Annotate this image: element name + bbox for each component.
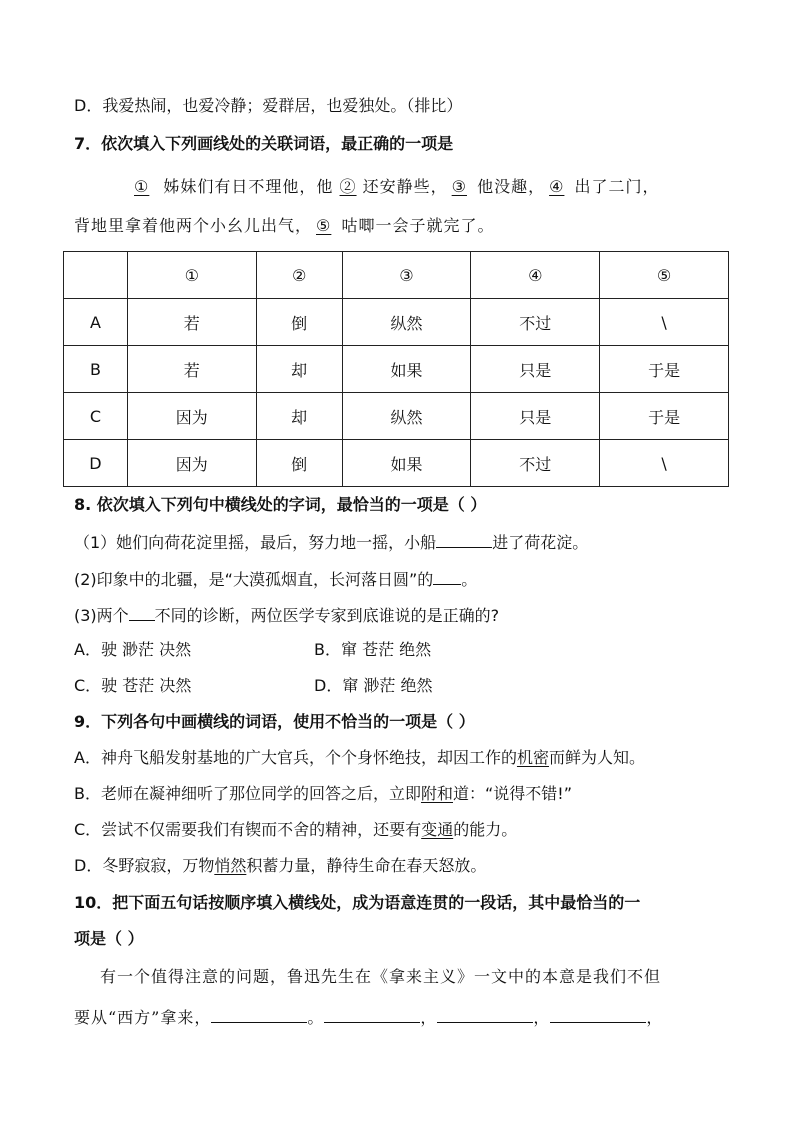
q10-text: 要从“西方”拿来， — [74, 1008, 212, 1027]
q9-option-c — [74, 818, 732, 842]
table-cell: C — [64, 393, 128, 440]
q9-b-underlined: 附和 — [420, 784, 453, 803]
q8-option-d: D．窜 渺茫 绝然 — [314, 676, 433, 695]
q10-title-line1: 10．把下面五句话按顺序填入横线处，成为语意连贯的一段话，其中最恰当的一 — [74, 893, 641, 912]
q9-option-d — [74, 854, 732, 878]
table-cell: \ — [600, 299, 729, 346]
table-row — [64, 440, 729, 487]
q7-blank-2: ② — [339, 177, 357, 196]
q8-s2-blank — [433, 566, 461, 585]
q10-title-line2: 项是（ ） — [74, 929, 144, 948]
table-header-row — [64, 252, 729, 299]
q10-blank-4 — [550, 1004, 646, 1023]
q9-b-text: B．老师在凝神细听了那位同学的回答之后，立即 — [74, 784, 421, 803]
table-cell: 纵然 — [342, 299, 471, 346]
table-header-cell: ⑤ — [600, 252, 729, 299]
table-header-cell: ③ — [342, 252, 471, 299]
table-cell: 若 — [127, 299, 256, 346]
table-row — [64, 393, 729, 440]
q8-option-c: C．驶 苍茫 决然 — [74, 676, 192, 695]
q9-option-b — [74, 782, 732, 806]
table-cell: 如果 — [342, 440, 471, 487]
table-cell: B — [64, 346, 128, 393]
q10-text: ， — [420, 1008, 438, 1027]
q9-d-text: D．冬野寂寂，万物 — [74, 856, 215, 875]
table-cell: 倒 — [256, 440, 342, 487]
table-cell: 若 — [127, 346, 256, 393]
q7-options-table — [63, 251, 729, 487]
table-header-cell: ④ — [471, 252, 600, 299]
table-header-cell: ① — [127, 252, 256, 299]
q8-s3-text: (3)两个 — [74, 606, 129, 625]
table-cell: 倒 — [256, 299, 342, 346]
q8-option-a: A．驶 渺茫 决然 — [74, 640, 192, 659]
q8-s1-text: （1）她们向荷花淀里摇，最后，努力地一摇，小船 — [74, 533, 437, 552]
q10-passage-line2 — [74, 1004, 732, 1030]
table-cell: 却 — [256, 346, 342, 393]
table-cell: 于是 — [600, 346, 729, 393]
q7-passage-line2 — [74, 214, 732, 238]
table-cell: 只是 — [471, 393, 600, 440]
table-header-cell: ② — [256, 252, 342, 299]
q8-sentence-3 — [74, 602, 732, 628]
table-cell: A — [64, 299, 128, 346]
q8-s1-text: 进了荷花淀。 — [492, 533, 589, 552]
table-cell: 纵然 — [342, 393, 471, 440]
q9-title: 9．下列各句中画横线的词语，使用不恰当的一项是（ ） — [74, 712, 475, 731]
q7-blank-4: ④ — [549, 177, 565, 196]
q9-a-text: A．神舟飞船发射基地的广大官兵，个个身怀绝技，却因工作的 — [74, 748, 517, 767]
q8-options-row-2 — [74, 674, 732, 698]
table-cell: 于是 — [600, 393, 729, 440]
q8-sentence-2 — [74, 566, 732, 592]
q9-option-a — [74, 746, 732, 770]
q9-c-underlined: 变通 — [421, 820, 454, 839]
q8-s2-text: 。 — [461, 570, 478, 589]
q10-text: 。 — [307, 1008, 325, 1027]
q9-a-underlined: 机密 — [516, 748, 549, 767]
table-cell: 不过 — [471, 299, 600, 346]
q7-blank-1: ① — [134, 177, 150, 196]
table-row — [64, 346, 729, 393]
table-cell: 不过 — [471, 440, 600, 487]
q8-s3-blank — [129, 602, 155, 621]
q8-s3-text: 不同的诊断，两位医学专家到底谁说的是正确的? — [154, 606, 500, 625]
q7-text: 背地里拿着他两个小幺儿出气， — [74, 216, 313, 235]
q7-text: 咕唧一会子就完了。 — [335, 216, 495, 235]
q10-passage-line1: 有一个值得注意的问题，鲁迅先生在《拿来主义》一文中的本意是我们不但 — [100, 967, 662, 986]
q7-passage-line1 — [126, 175, 732, 199]
q9-d-text: 积蓄力量，静待生命在春天怒放。 — [246, 856, 487, 875]
q8-s1-blank — [436, 529, 492, 548]
q8-s2-text: (2)印象中的北疆，是“大漠孤烟直，长河落日圆”的 — [74, 570, 434, 589]
table-header-cell — [64, 252, 128, 299]
table-cell: 如果 — [342, 346, 471, 393]
table-cell: \ — [600, 440, 729, 487]
q9-c-text: C．尝试不仅需要我们有锲而不舍的精神，还要有 — [74, 820, 422, 839]
table-row — [64, 299, 729, 346]
q7-title: 7．依次填入下列画线处的关联词语，最正确的一项是 — [74, 134, 454, 153]
q7-blank-5: ⑤ — [316, 216, 332, 235]
q8-options-row-1 — [74, 638, 732, 662]
q10-blank-2 — [324, 1004, 420, 1023]
q9-d-underlined: 悄然 — [214, 856, 247, 875]
q9-b-text: 道：“说得不错!” — [453, 784, 572, 803]
table-cell: D — [64, 440, 128, 487]
q8-title: 8. 依次填入下列句中横线处的字词，最恰当的一项是（ ） — [74, 495, 487, 514]
q10-blank-3 — [437, 1004, 533, 1023]
q6-option-d: D．我爱热闹，也爱冷静；爱群居，也爱独处。（排比） — [74, 96, 463, 115]
table-cell: 却 — [256, 393, 342, 440]
table-cell: 因为 — [127, 440, 256, 487]
q8-option-b: B．窜 苍茫 绝然 — [314, 640, 432, 659]
q10-text: ， — [646, 1008, 664, 1027]
table-cell: 因为 — [127, 393, 256, 440]
q7-text: 出了二门， — [568, 177, 660, 196]
q7-text: 他没趣， — [470, 177, 546, 196]
q7-text: 还安静些， — [356, 177, 448, 196]
q10-text: ， — [533, 1008, 551, 1027]
q9-c-text: 的能力。 — [453, 820, 518, 839]
q8-sentence-1 — [74, 529, 732, 555]
q10-blank-1 — [211, 1004, 307, 1023]
q7-blank-3: ③ — [451, 177, 467, 196]
q7-text: 姊妹们有日不理他，他 — [157, 177, 340, 196]
q9-a-text: 而鲜为人知。 — [548, 748, 645, 767]
table-cell: 只是 — [471, 346, 600, 393]
